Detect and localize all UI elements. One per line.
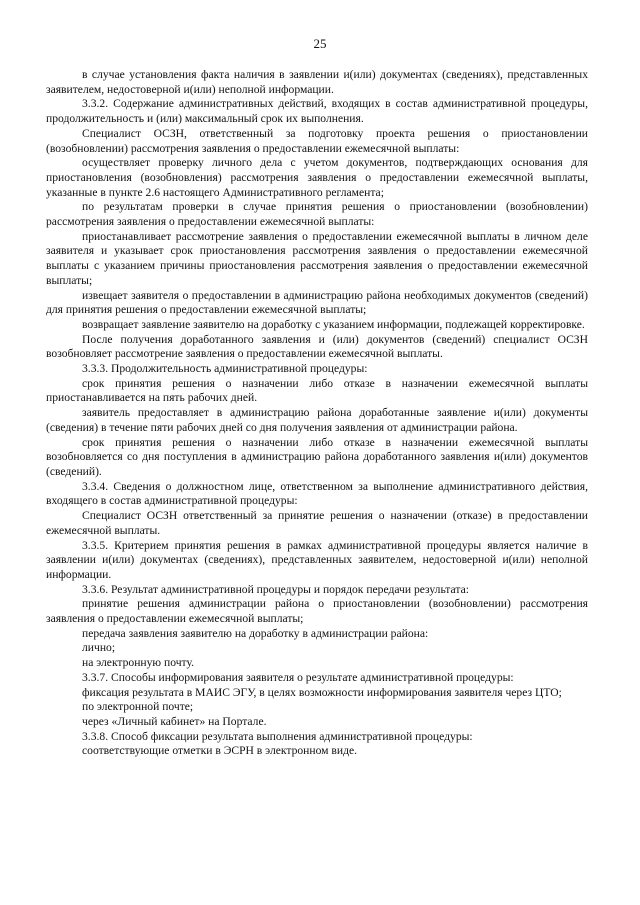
paragraph: срок принятия решения о назначении либо отказе в назначении ежемесячной выплаты возобновляется со дня поступления в администрацию района доработанного заявления и(или) документов (сведений). — [46, 435, 588, 478]
paragraph: 3.3.2. Содержание административных действий, входящих в состав административной процедуры, продолжительность и (или) максимальный срок их выполнения. — [46, 97, 588, 126]
paragraph: через «Личный кабинет» на Портале. — [82, 714, 267, 728]
paragraph: 3.3.3. Продолжительность административной процедуры: — [82, 362, 368, 376]
paragraph: После получения доработанного заявления и (или) документов (сведений) специалист ОСЗН возобновляет рассмотрение заявления о предоставлении ежемесячной выплаты. — [46, 332, 588, 361]
paragraph: 3.3.6. Результат административной процедуры и порядок передачи результата: — [82, 582, 469, 596]
paragraph: Специалист ОСЗН ответственный за принятие решения о назначении (отказе) в предоставлении ежемесячной выплаты. — [46, 509, 588, 537]
paragraph: 3.3.5. Критерием принятия решения в рамках административной процедуры является наличие в заявлении и(или) документах (сведениях), представленных заявителем, недостоверной и(или) неполной информации. — [46, 538, 588, 581]
paragraph: 3.3.4. Сведения о должностном лице, ответственном за выполнение административного действия, входящего в состав административной процедуры: — [46, 479, 588, 508]
paragraph: передача заявления заявителю на доработку в администрации района: — [82, 626, 429, 640]
paragraph: осуществляет проверку личного дела с учетом документов, подтверждающих основания для приостановления (возобновления) рассмотрения заявления о предоставлении ежемесячной выплаты, указанные в пункте 2.6 настоящего Административного регламента; — [46, 156, 588, 199]
paragraph: извещает заявителя о предоставлении в администрацию района необходимых документов (сведений) для принятия решения о предоставлении ежемесячной выплаты; — [46, 288, 588, 317]
document-body — [46, 68, 588, 759]
paragraph: на электронную почту. — [82, 656, 194, 670]
paragraph: возвращает заявление заявителю на доработку с указанием информации, подлежащей корректировке. — [82, 317, 585, 331]
paragraph: заявитель предоставляет в администрацию района доработанные заявление и(или) документы (сведения) в течение пяти рабочих дней со дня получения заявления от администрации района. — [46, 406, 588, 434]
paragraph: Специалист ОСЗН, ответственный за подготовку проекта решения о приостановлении (возобновлении) рассмотрения заявления о предоставлении ежемесячной выплаты: — [46, 126, 588, 155]
paragraph: принятие решения администрации района о приостановлении (возобновлении) рассмотрения заявления о предоставлении ежемесячной выплаты; — [46, 597, 588, 626]
paragraph: по электронной почте; — [82, 700, 194, 714]
paragraph: 3.3.7. Способы информирования заявителя о результате административной процедуры: — [82, 670, 514, 684]
paragraph: лично; — [82, 641, 116, 655]
paragraph: 3.3.8. Способ фиксации результата выполнения административной процедуры: — [82, 729, 473, 743]
paragraph: по результатам проверки в случае принятия решения о приостановлении (возобновлении) рассмотрения заявления о предоставлении ежемесячной выплаты: — [46, 200, 588, 229]
paragraph: соответствующие отметки в ЭСРН в электронном виде. — [82, 744, 358, 758]
page-number: 25 — [313, 36, 327, 51]
paragraph: приостанавливает рассмотрение заявления о предоставлении ежемесячной выплаты в личном деле заявителя и указывает срок приостановления рассмотрения заявления о предоставлении ежемесячной выплаты с указанием причины приостановления рассмотрения заявления о предоставлении ежемесячной выплаты; — [46, 229, 588, 287]
paragraph: фиксация результата в МАИС ЭГУ, в целях возможности информирования заявителя через ЦТО; — [82, 685, 562, 699]
paragraph: срок принятия решения о назначении либо отказе в назначении ежемесячной выплаты приостанавливается на пять рабочих дней. — [46, 376, 588, 405]
paragraph: в случае установления факта наличия в заявлении и(или) документах (сведениях), представленных заявителем, недостоверной и(или) неполной информации. — [46, 68, 588, 96]
